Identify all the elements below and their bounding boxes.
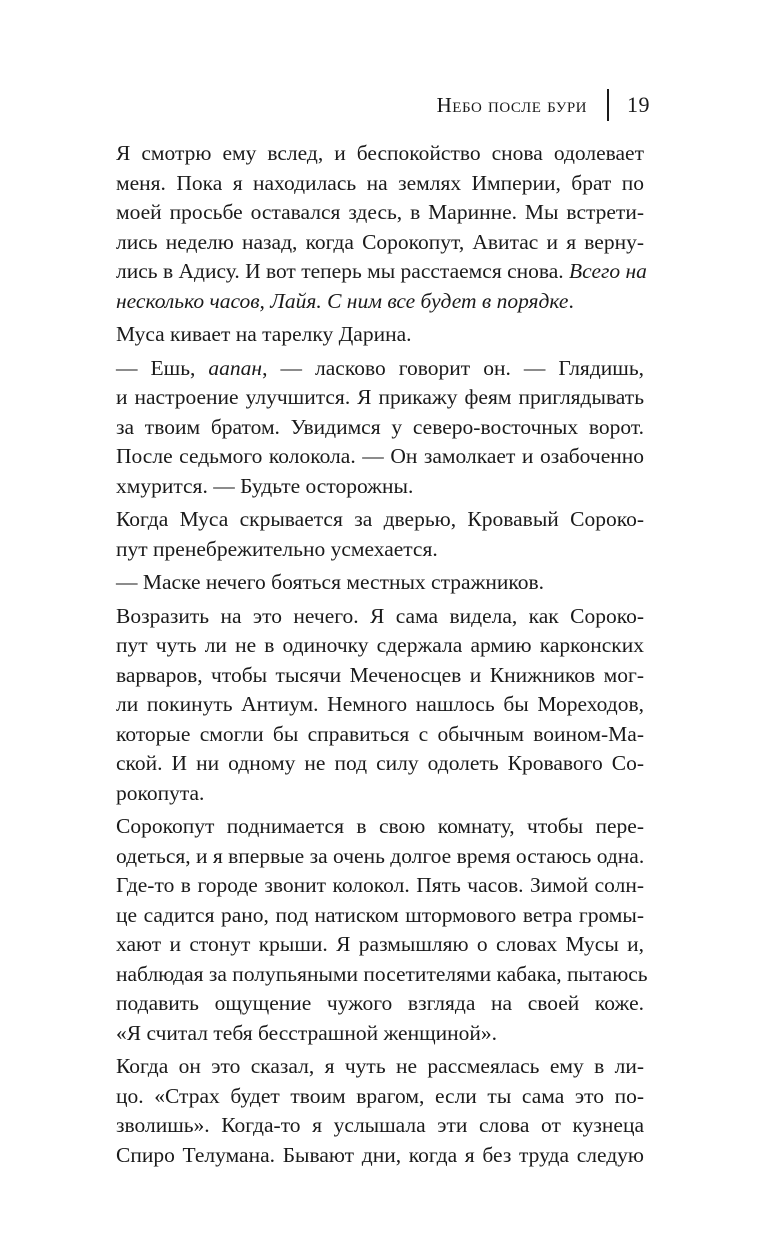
line-text: которые смогли бы справиться с обычным воином-Ма- xyxy=(116,721,644,746)
line-text: пут чуть ли не в одиночку сдержала армию карконских xyxy=(116,633,644,657)
text-line xyxy=(116,690,644,720)
italic-text: несколько часов, Лайя. С ним все будет в порядке xyxy=(116,288,569,313)
page-number: 19 xyxy=(627,92,650,117)
line-text: Муса кивает на тарелку Дарина. xyxy=(116,322,412,346)
line-text: «Я считал тебя бесстрашной женщиной». xyxy=(116,1020,498,1045)
paragraph xyxy=(116,320,644,350)
line-tail: , — ласково говорит он. — Глядишь, xyxy=(262,355,645,380)
text-line xyxy=(116,749,644,779)
header-separator xyxy=(607,89,609,121)
text-line xyxy=(116,413,644,443)
text-line xyxy=(116,631,644,661)
line-text: подавить ощущение чужого взгляда на своей коже. xyxy=(116,991,644,1015)
line-text: ской. И ни одному не под силу одолеть Кровавого Со- xyxy=(116,751,644,775)
body-text xyxy=(116,139,648,1170)
line-text: После седьмого колокола. — Он замолкает и озабоченно xyxy=(116,444,644,468)
text-line xyxy=(116,139,644,169)
paragraph xyxy=(116,139,647,316)
line-text: и настроение улучшится. Я прикажу феям приглядывать xyxy=(116,385,644,409)
text-line xyxy=(116,720,644,750)
text-line xyxy=(116,1019,644,1049)
text-line xyxy=(116,257,647,287)
line-text: Я смотрю ему вслед, и беспокойство снова одолевает xyxy=(116,141,644,165)
text-line xyxy=(116,661,644,691)
text-line xyxy=(116,842,644,872)
text-line xyxy=(116,568,644,598)
line-text: цо. «Страх будет твоим врагом, если ты сама это по- xyxy=(116,1083,644,1108)
paragraph xyxy=(116,812,648,1048)
italic-word: аапан xyxy=(195,355,263,380)
text-line xyxy=(116,1052,644,1082)
text-line xyxy=(116,901,644,931)
paragraph xyxy=(116,354,644,502)
line-text: лись неделю назад, когда Сорокопут, Авитас и я верну- xyxy=(116,229,644,254)
line-text: Сорокопут поднимается в свою комнату, чтобы пере- xyxy=(116,814,644,838)
text-line xyxy=(116,1141,644,1171)
line-text: ли покинуть Антиум. Немного нашлось бы Мореходов, xyxy=(116,692,644,716)
text-line xyxy=(116,779,644,809)
line-tail: . xyxy=(568,288,574,313)
line-text: хают и стонут крыши. Я размышляю о словах Мусы и, xyxy=(116,932,644,956)
paragraph xyxy=(116,568,644,598)
text-line xyxy=(116,930,644,960)
text-line xyxy=(116,320,644,350)
line-text: меня. Пока я находилась на землях Империи, брат по xyxy=(116,170,644,195)
line-text: одеться, и я впервые за очень долгое время остаюсь одна. xyxy=(116,843,645,868)
text-line xyxy=(116,354,644,384)
text-line xyxy=(116,535,644,565)
text-line xyxy=(116,960,648,990)
text-line xyxy=(116,871,644,901)
line-text: Когда Муса скрывается за дверью, Кровавый Сороко- xyxy=(116,507,644,531)
text-line xyxy=(116,1111,644,1141)
text-line xyxy=(116,442,644,472)
line-text: Где-то в городе звонит колокол. Пять часов. Зимой солн- xyxy=(116,873,644,897)
line-text: — Ешь, xyxy=(116,355,196,380)
paragraph xyxy=(116,505,644,564)
line-text: за твоим братом. Увидимся у северо-восточных ворот. xyxy=(116,414,644,439)
line-text: наблюдая за полупьяными посетителями кабака, пытаюсь xyxy=(116,961,648,986)
text-line xyxy=(116,228,644,258)
paragraph xyxy=(116,602,644,809)
line-text: Когда он это сказал, я чуть не рассмеялась ему в ли- xyxy=(116,1054,644,1078)
text-line xyxy=(116,602,644,632)
text-line xyxy=(116,198,644,228)
line-text: лись в Адису. И вот теперь мы расстаемся снова. xyxy=(116,259,564,283)
italic-tail: Всего на xyxy=(563,259,647,283)
line-text: Спиро Телумана. Бывают дни, когда я без труда следую xyxy=(116,1142,644,1167)
text-line xyxy=(116,169,644,199)
text-line xyxy=(116,1082,644,1112)
line-text: це садится рано, под натиском штормового ветра громы- xyxy=(116,902,644,927)
paragraph xyxy=(116,1052,644,1170)
line-text: хмурится. — Будьте осторожны. xyxy=(116,473,414,498)
running-title: Небо после бури xyxy=(436,92,587,117)
line-text: — Маске нечего бояться местных стражников. xyxy=(116,570,545,594)
running-head xyxy=(437,88,650,122)
text-line xyxy=(116,472,644,502)
text-line xyxy=(116,812,644,842)
line-text: варваров, чтобы тысячи Меченосцев и Книжников мог- xyxy=(116,662,644,687)
line-text: пут пренебрежительно усмехается. xyxy=(116,536,438,561)
text-line xyxy=(116,287,644,317)
line-text: зволишь». Когда-то я услышала эти слова от кузнеца xyxy=(116,1113,644,1137)
line-text: рокопута. xyxy=(116,780,205,805)
text-line xyxy=(116,989,644,1019)
text-line xyxy=(116,505,644,535)
text-line xyxy=(116,383,644,413)
line-text: моей просьбе оставался здесь, в Маринне. Мы встрети- xyxy=(116,200,644,224)
line-text: Возразить на это нечего. Я сама видела, как Сороко- xyxy=(116,603,644,628)
